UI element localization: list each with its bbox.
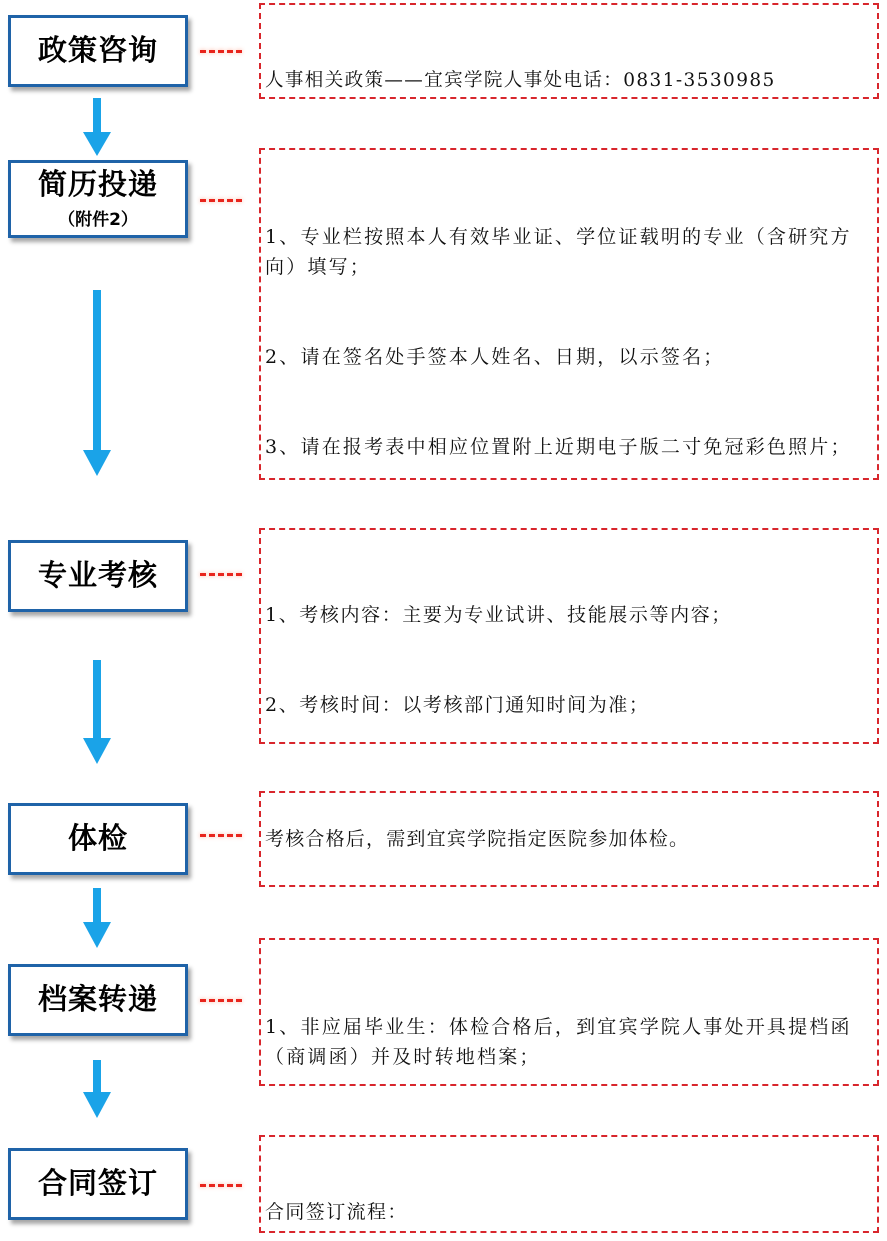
dashed-connector (200, 199, 242, 202)
note-box-resume-submit (259, 148, 879, 480)
step-title: 档案转递 (37, 982, 158, 1017)
down-arrow-icon (82, 290, 112, 478)
step-box-contract-signing (8, 1148, 188, 1220)
step-title: 合同签订 (37, 1166, 158, 1201)
dashed-connector (200, 573, 242, 576)
dashed-connector (200, 834, 242, 837)
down-arrow-icon (82, 1060, 112, 1120)
note-line: 1、专业栏按照本人有效毕业证、学位证载明的专业（含研究方向）填写； (265, 226, 852, 279)
step-box-professional-assessment (8, 540, 188, 612)
dashed-connector (200, 999, 242, 1002)
step-title: 简历投递 (37, 166, 158, 201)
note-line: 2、请在签名处手签本人姓名、日期，以示签名； (265, 346, 725, 369)
step-title: 体检 (67, 821, 128, 856)
note-line: 2、考核时间：以考核部门通知时间为准； (265, 694, 650, 717)
dashed-connector (200, 50, 242, 53)
note-box-medical-exam (259, 791, 879, 887)
note-line: 合同签订流程： (265, 1200, 408, 1223)
note-line: 3、请在报考表中相应位置附上近期电子版二寸免冠彩色照片； (265, 436, 852, 459)
step-box-file-transfer (8, 964, 188, 1036)
down-arrow-icon (82, 98, 112, 158)
step-subtitle: （附件2） (58, 210, 138, 231)
dashed-connector (200, 1184, 242, 1187)
down-arrow-icon (82, 888, 112, 950)
step-title: 政策咨询 (37, 33, 158, 68)
note-line: 人事相关政策——宜宾学院人事处电话：0831-3530985 (265, 70, 776, 92)
note-box-professional-assessment (259, 528, 879, 744)
note-line: 考核合格后，需到宜宾学院指定医院参加体检。 (265, 827, 690, 850)
note-line: 1、考核内容：主要为专业试讲、技能展示等内容； (265, 604, 732, 627)
down-arrow-icon (82, 660, 112, 766)
note-box-policy-consult (259, 3, 879, 99)
step-box-resume-submit (8, 160, 188, 238)
note-line: 1、非应届毕业生：体检合格后，到宜宾学院人事处开具提档函（商调函）并及时转地档案； (265, 1016, 852, 1069)
step-box-policy-consult (8, 15, 188, 87)
note-box-contract-signing (259, 1135, 879, 1233)
note-box-file-transfer (259, 938, 879, 1086)
step-box-medical-exam (8, 803, 188, 875)
step-title: 专业考核 (37, 558, 158, 593)
